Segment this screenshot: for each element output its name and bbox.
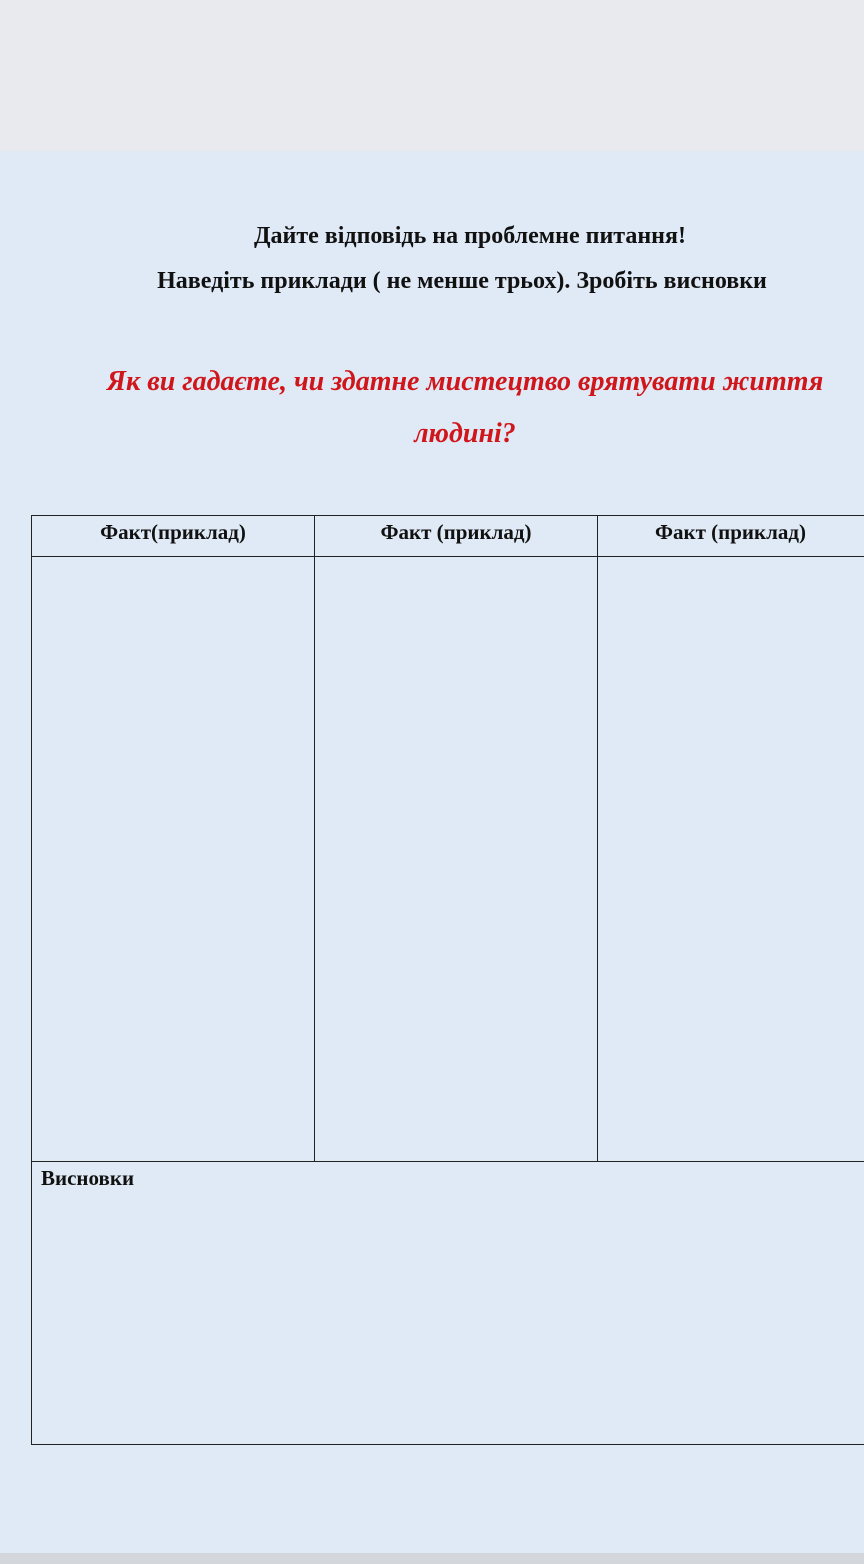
table-header-cell-3 bbox=[597, 515, 864, 557]
table-header-cell-1 bbox=[31, 515, 315, 557]
table-header-label: Факт (приклад) bbox=[654, 520, 807, 544]
top-background bbox=[0, 0, 864, 151]
table-header-label: Факт (приклад) bbox=[380, 520, 532, 544]
instruction-line-2: Наведіть приклади ( не менше трьох). Зробіть висновки bbox=[157, 268, 767, 294]
fact-cell-1[interactable] bbox=[31, 556, 315, 1162]
conclusions-label: Висновки bbox=[41, 1166, 135, 1190]
conclusions-cell[interactable] bbox=[31, 1161, 864, 1445]
fact-cell-3[interactable] bbox=[597, 556, 864, 1162]
table-header-cell-2 bbox=[314, 515, 598, 557]
fact-cell-2[interactable] bbox=[314, 556, 598, 1162]
bottom-edge bbox=[0, 1553, 864, 1564]
table-header-label: Факт(приклад) bbox=[100, 520, 246, 544]
instruction-line-1: Дайте відповідь на проблемне питання! bbox=[254, 223, 686, 249]
problem-question: Як ви гадаєте, чи здатне мистецтво врятувати життя людині? bbox=[106, 366, 824, 449]
